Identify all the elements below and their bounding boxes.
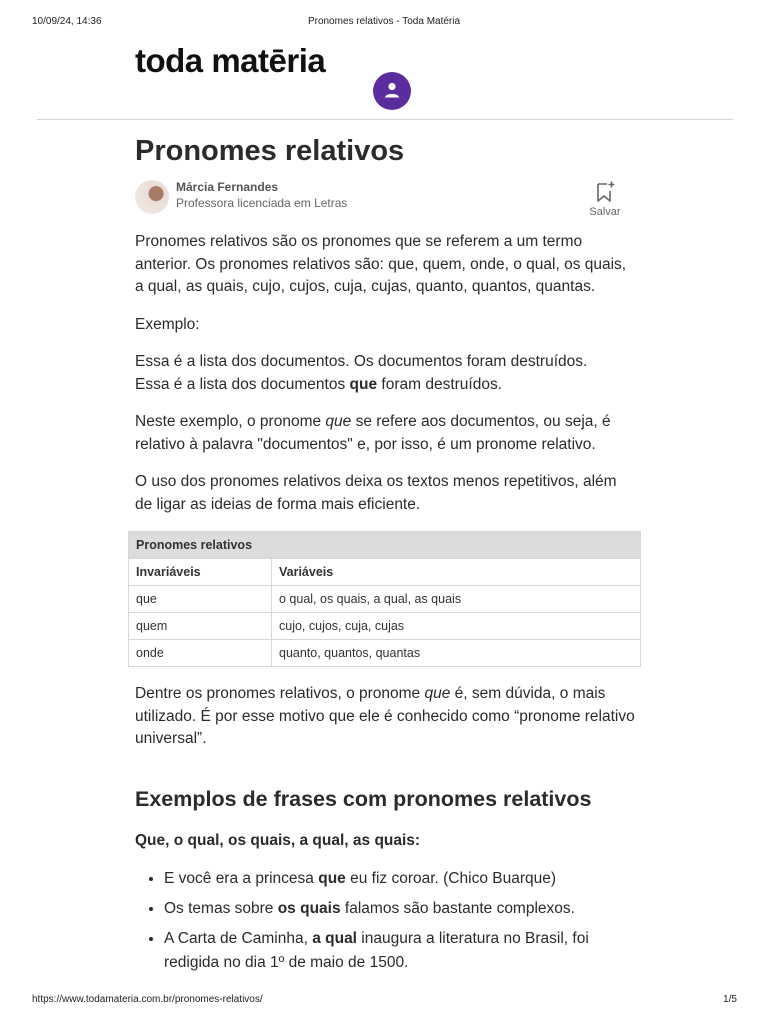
example-text: falamos são bastante complexos. <box>340 899 575 917</box>
example-line-2-after: foram destruídos. <box>377 375 503 393</box>
universal-after: é, sem dúvida, o mais utilizado. É por esse motivo que ele é conhecido como “pronome relativo universal”. <box>135 685 635 747</box>
list-item <box>164 927 635 975</box>
save-label: Salvar <box>589 206 621 218</box>
example-label: Exemplo: <box>135 315 200 333</box>
user-account-button[interactable] <box>373 72 411 110</box>
print-footer <box>0 994 768 1008</box>
explanation-italic: que <box>325 413 352 430</box>
examples-list <box>135 867 635 975</box>
table-caption: Pronomes relativos <box>129 532 641 559</box>
example-text: E você era a princesa <box>164 869 319 887</box>
example-line-2-bold: que <box>349 375 378 393</box>
user-icon <box>383 81 401 99</box>
article <box>135 128 635 981</box>
table-cell: quanto, quantos, quantas <box>272 640 641 667</box>
print-page-title: Pronomes relativos - Toda Matéria <box>307 16 461 27</box>
table-cell: quem <box>129 613 272 640</box>
example-line-2-before: Essa é a lista dos documentos <box>135 375 350 393</box>
explanation-after: se refere aos documentos, ou seja, é relativo à palavra "documentos" e, por isso, é um pronome relativo. <box>135 413 611 453</box>
table-cell: onde <box>129 640 272 667</box>
universal-italic: que <box>424 685 451 702</box>
table-header-row <box>129 559 641 586</box>
explanation-paragraph <box>135 411 635 456</box>
print-header <box>0 16 768 30</box>
universal-before: Dentre os pronomes relativos, o pronome <box>135 685 425 702</box>
example-text: inaugura a literatura no Brasil, foi redigida no dia 1º de maio de 1500. <box>164 929 589 971</box>
table-cell: cujo, cujos, cuja, cujas <box>272 613 641 640</box>
explanation-before: Neste exemplo, o pronome <box>135 413 326 430</box>
author-avatar[interactable] <box>135 180 169 214</box>
header-divider <box>37 119 733 120</box>
print-page-number: 1/5 <box>723 994 737 1005</box>
example-pronoun: a qual <box>312 929 357 947</box>
page-title: Pronomes relativos <box>135 135 405 167</box>
example-paragraph <box>135 351 635 396</box>
example-pronoun: os quais <box>277 899 341 917</box>
example-text: Os temas sobre <box>164 899 278 917</box>
bookmark-add-icon <box>593 180 617 204</box>
site-logo[interactable]: toda matēria <box>135 42 326 79</box>
table-header-invariaveis: Invariáveis <box>129 559 272 586</box>
example-text: A Carta de Caminha, <box>164 929 313 947</box>
author-name[interactable]: Márcia Fernandes <box>176 180 279 194</box>
list-item <box>164 867 635 891</box>
table-row <box>129 586 641 613</box>
print-url[interactable]: https://www.todamateria.com.br/pronomes-relativos/ <box>32 994 263 1005</box>
author-role: Professora licenciada em Letras <box>176 196 348 210</box>
example-pronoun: que <box>318 869 346 887</box>
section-heading: Exemplos de frases com pronomes relativos <box>135 786 592 811</box>
table-row <box>129 613 641 640</box>
table-cell: o qual, os quais, a qual, as quais <box>272 586 641 613</box>
author-block <box>135 180 635 226</box>
print-datetime: 10/09/24, 14:36 <box>32 16 102 27</box>
list-item <box>164 897 635 921</box>
example-text: eu fiz coroar. (Chico Buarque) <box>345 869 557 887</box>
save-button[interactable] <box>585 180 625 218</box>
usage-paragraph: O uso dos pronomes relativos deixa os textos menos repetitivos, além de ligar as ideias de forma mais eficiente. <box>135 473 617 513</box>
table-header-variaveis: Variáveis <box>272 559 641 586</box>
example-line-1: Essa é a lista dos documentos. Os documentos foram destruídos. <box>135 353 588 370</box>
table-caption-row <box>129 532 641 559</box>
table-cell: que <box>129 586 272 613</box>
table-row <box>129 640 641 667</box>
intro-paragraph: Pronomes relativos são os pronomes que se referem a um termo anterior. Os pronomes relativos são: que, quem, onde, o qual, os quais, a qual, as quais, cujo, cujos, cuja, cujas, quanto, quantos, quantas. <box>135 233 627 295</box>
pronouns-table <box>128 531 641 667</box>
subsection-heading: Que, o qual, os quais, a qual, as quais: <box>135 831 421 849</box>
universal-paragraph <box>135 683 635 751</box>
